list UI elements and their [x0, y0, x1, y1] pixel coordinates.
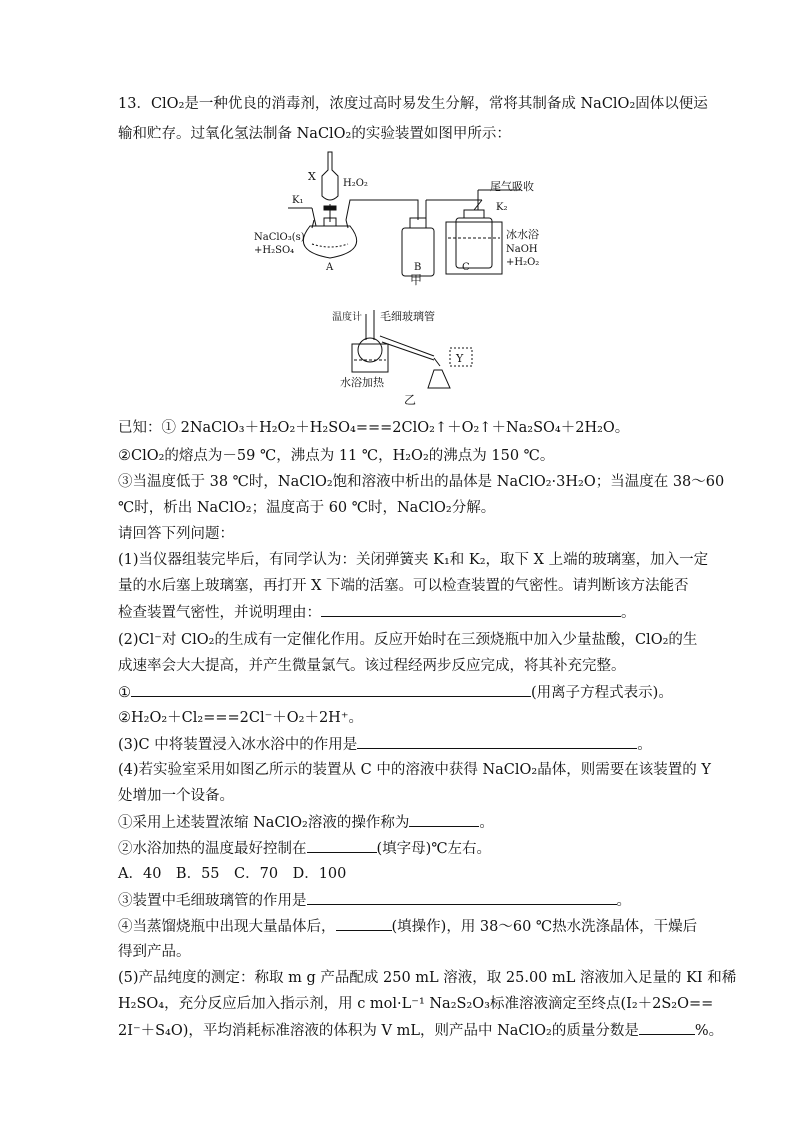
label-x: X [308, 170, 316, 183]
q5-line-a: (5)产品纯度的测定：称取 m g 产品配成 250 mL 溶液，取 25.00 mL 溶液加入足量的 KI 和稀 [118, 970, 737, 986]
q3-text: (3)C 中将装置浸入冰水浴中的作用是 [118, 737, 358, 753]
q3-answer-blank[interactable] [357, 734, 637, 749]
q4-c3-text: ③装置中毛细玻璃管的作用是 [118, 893, 307, 909]
known-line-3a: ③当温度低于 38 ℃时，NaClO₂饱和溶液中析出的晶体是 NaClO₂·3H₂O；当温度在 38～60 [118, 474, 725, 490]
label-y: Y [456, 352, 464, 365]
known-line-1: 已知：① 2NaClO₃＋H₂O₂＋H₂SO₄===2ClO₂↑＋O₂↑＋Na₂SO₄＋2H₂O。 [118, 420, 630, 436]
q1-text: 检查装置气密性，并说明理由： [118, 605, 321, 621]
known-line-3b: ℃时，析出 NaClO₂；温度高于 60 ℃时，NaClO₂分解。 [118, 500, 496, 516]
q4-c3-answer-blank[interactable] [307, 890, 617, 905]
q4-c2-answer-blank[interactable] [307, 838, 377, 853]
q2-c-end: (用离子方程式表示)。 [531, 685, 673, 701]
q4-line-b: 处增加一个设备。 [118, 788, 234, 804]
q2-line-a: (2)Cl⁻对 ClO₂的生成有一定催化作用。反应开始时在三颈烧瓶中加入少量盐酸，ClO₂的生 [118, 632, 698, 648]
q4-c3-end: 。 [616, 893, 631, 909]
label-reactants-2: +H₂SO₄ [254, 245, 295, 256]
label-k1: K₁ [292, 195, 304, 206]
q1-answer-blank[interactable] [321, 602, 621, 617]
q4-c4a-text: ④当蒸馏烧瓶中出现大量晶体后， [118, 919, 336, 935]
q3-end: 。 [637, 737, 652, 753]
label-capillary: 毛细玻璃管 [380, 310, 435, 323]
q5-line-c [118, 1020, 723, 1041]
q5-answer-blank[interactable] [639, 1020, 695, 1035]
q5-c-text: 2I⁻＋S₄O)，平均消耗标准溶液的体积为 V mL，则产品中 NaClO₂的质量分数是 [118, 1023, 639, 1039]
apparatus-diagram-yi [330, 300, 490, 406]
q4-line-c4b: 得到产品。 [118, 944, 191, 960]
q4-c4-answer-blank[interactable] [336, 916, 392, 931]
label-a: A [326, 262, 334, 273]
q4-line-c4a [118, 916, 697, 937]
q2-line-c [118, 682, 673, 703]
apparatus-diagram-jia [250, 146, 570, 286]
label-h2o2-c: +H₂O₂ [506, 257, 540, 268]
question-intro-line-1: 13．ClO₂是一种优良的消毒剂，浓度过高时易发生分解，常将其制备成 NaClO₂固体以便运 [118, 96, 708, 112]
label-water-bath: 水浴加热 [340, 376, 384, 389]
q1-end: 。 [621, 605, 636, 621]
q4-c2-text: ②水浴加热的温度最好控制在 [118, 841, 307, 857]
q4-c4a-end: (填操作)，用 38～60 ℃热水洗涤晶体，干燥后 [391, 919, 698, 935]
q4-line-c2 [118, 838, 491, 859]
q4-line-c3 [118, 890, 631, 911]
q1-line-a: (1)当仪器组装完毕后，有同学认为：关闭弹簧夹 K₁和 K₂，取下 X 上端的玻璃塞，加入一定 [118, 552, 709, 568]
question-intro-line-2: 输和贮存。过氧化氢法制备 NaClO₂的实验装置如图甲所示： [118, 126, 511, 142]
figure-caption-yi: 乙 [404, 393, 417, 406]
label-reactants-1: NaClO₃(s) [254, 232, 305, 243]
q5-line-b: H₂SO₄，充分反应后加入指示剂，用 c mol·L⁻¹ Na₂S₂O₃标准溶液滴定至终点(I₂＋2S₂O== [118, 996, 714, 1012]
label-b: B [414, 262, 422, 273]
label-naoh: NaOH [506, 244, 538, 255]
prompt-line: 请回答下列问题： [118, 526, 234, 542]
q4-line-a: (4)若实验室采用如图乙所示的装置从 C 中的溶液中获得 NaClO₂晶体，则需要在该装置的 Y [118, 762, 711, 778]
q5-c-end: %。 [694, 1023, 724, 1039]
label-thermometer: 温度计 [332, 312, 362, 323]
known-line-2: ②ClO₂的熔点为－59 ℃，沸点为 11 ℃，H₂O₂的沸点为 150 ℃。 [118, 448, 555, 464]
label-ice-bath: 冰水浴 [506, 228, 539, 241]
q4-c1-text: ①采用上述装置浓缩 NaClO₂溶液的操作称为 [118, 815, 410, 831]
q2-c-start: ① [118, 685, 131, 701]
q4-options: A．40 B．55 C．70 D．100 [118, 866, 347, 882]
q2-line-d: ②H₂O₂＋Cl₂===2Cl⁻＋O₂＋2H⁺。 [118, 710, 363, 726]
q3-line [118, 734, 652, 755]
label-k2: K₂ [496, 202, 508, 213]
label-h2o2: H₂O₂ [343, 178, 368, 189]
q4-c1-answer-blank[interactable] [409, 812, 479, 827]
q4-c2-end: (填字母)℃左右。 [376, 841, 492, 857]
q2-line-b: 成速率会大大提高，并产生微量氯气。该过程经两步反应完成，将其补充完整。 [118, 658, 626, 674]
label-tail-gas: 尾气吸收 [490, 180, 534, 193]
q1-line-c [118, 602, 636, 623]
q2-answer-blank[interactable] [131, 682, 531, 697]
q4-c1-end: 。 [479, 815, 494, 831]
figure-caption-jia: 甲 [410, 273, 423, 286]
label-c: C [462, 262, 470, 273]
q1-line-b: 量的水后塞上玻璃塞，再打开 X 下端的活塞。可以检查装置的气密性。请判断该方法能否 [118, 578, 689, 594]
q4-line-c1 [118, 812, 494, 833]
